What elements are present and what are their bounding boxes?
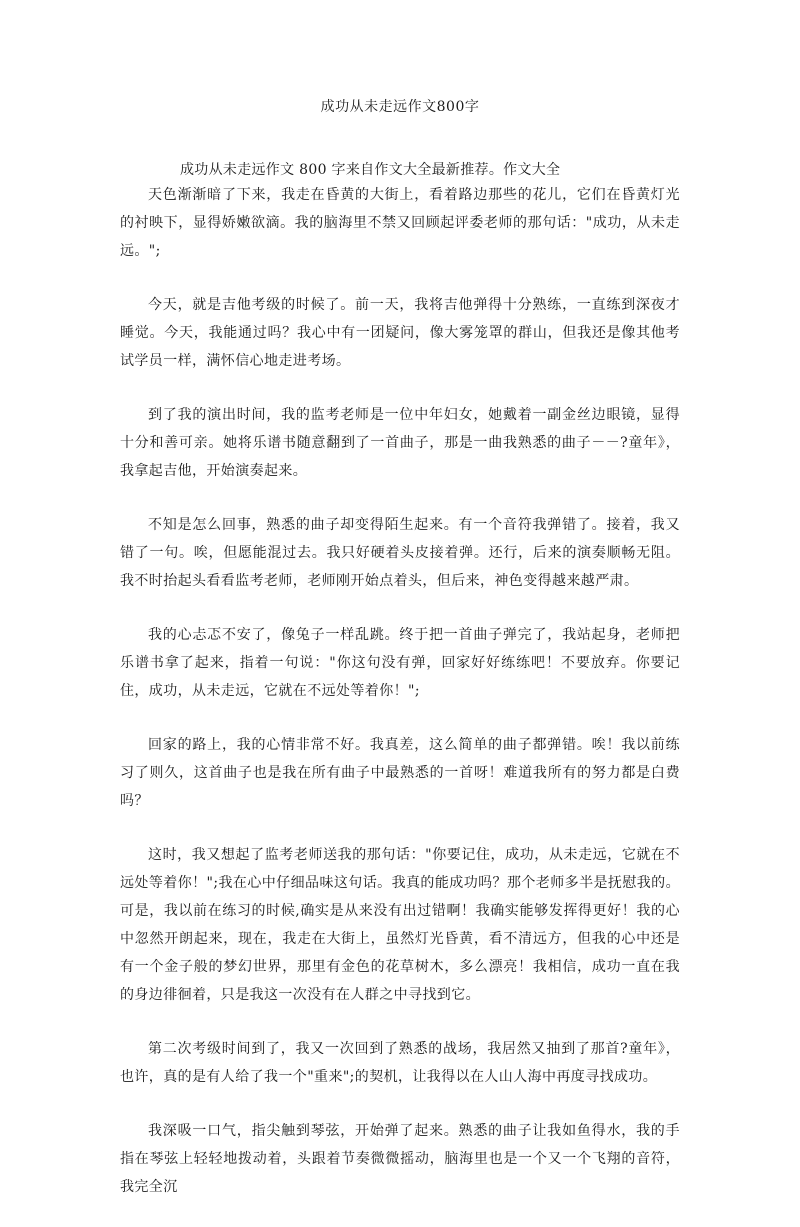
document-body: [120, 181, 680, 1227]
paragraph-6: 回家的路上，我的心情非常不好。我真差，这么简单的曲子都弹错。唉！我以前练习了则久，这首曲子也是我在所有曲子中最熟悉的一首呀！难道我所有的努力都是白费吗？: [120, 737, 680, 809]
paragraph-5: 我的心忐忑不安了，像兔子一样乱跳。终于把一首曲子弹完了，我站起身，老师把乐谱书拿了起来，指着一句说："你这句没有弹，回家好好练练吧！不要放弃。你要记住，成功，从未走远，它就在不远处等着你！";: [120, 627, 680, 699]
document-subtitle: 成功从未走远作文 800 字来自作文大全最新推荐。作文大全: [180, 162, 561, 178]
paragraph-1: 天色渐渐暗了下来，我走在昏黄的大街上，看着路边那些的花儿，它们在昏黄灯光的衬映下，显得娇嫩欲滴。我的脑海里不禁又回顾起评委老师的那句话："成功，从未走远。";: [120, 187, 680, 259]
paragraph-9: 我深吸一口气，指尖触到琴弦，开始弹了起来。熟悉的曲子让我如鱼得水，我的手指在琴弦上轻轻地拨动着，头跟着节奏微微摇动，脑海里也是一个又一个飞翔的音符，我完全沉: [120, 1123, 680, 1195]
paragraph-7: 这时，我又想起了监考老师送我的那句话："你要记住，成功，从未走远，它就在不远处等着你！";我在心中仔细品味这句话。我真的能成功吗？那个老师多半是抚慰我的。可是，我以前在练习的时候,确实是从来没有出过错啊！我确实能够发挥得更好！我的心中忽然开朗起来，现在，我走在大街上，虽然灯光昏黄，看不清远方，但我的心中还是有一个金子般的梦幻世界，那里有金色的花草树木，多么漂亮！我相信，成功一直在我的身边徘徊着，只是我这一次没有在人群之中寻找到它。: [120, 847, 680, 1003]
paragraph-4: 不知是怎么回事，熟悉的曲子却变得陌生起来。有一个音符我弹错了。接着，我又错了一句。唉，但愿能混过去。我只好硬着头皮接着弹。还行，后来的演奏顺畅无阻。我不时抬起头看看监考老师，老师刚开始点着头，但后来，神色变得越来越严肃。: [120, 517, 680, 589]
paragraph-2: 今天，就是吉他考级的时候了。前一天，我将吉他弹得十分熟练，一直练到深夜才睡觉。今天，我能通过吗？我心中有一团疑问，像大雾笼罩的群山，但我还是像其他考试学员一样，满怀信心地走进考场。: [120, 297, 680, 369]
paragraph-8: 第二次考级时间到了，我又一次回到了熟悉的战场，我居然又抽到了那首?童年》，也许，真的是有人给了我一个"重来";的契机，让我得以在人山人海中再度寻找成功。: [120, 1041, 680, 1085]
document-title: 成功从未走远作文800字: [320, 99, 480, 115]
paragraph-3: 到了我的演出时间，我的监考老师是一位中年妇女，她戴着一副金丝边眼镜，显得十分和善可亲。她将乐谱书随意翻到了一首曲子，那是一曲我熟悉的曲子－－?童年》，我拿起吉他，开始演奏起来。: [120, 407, 680, 479]
